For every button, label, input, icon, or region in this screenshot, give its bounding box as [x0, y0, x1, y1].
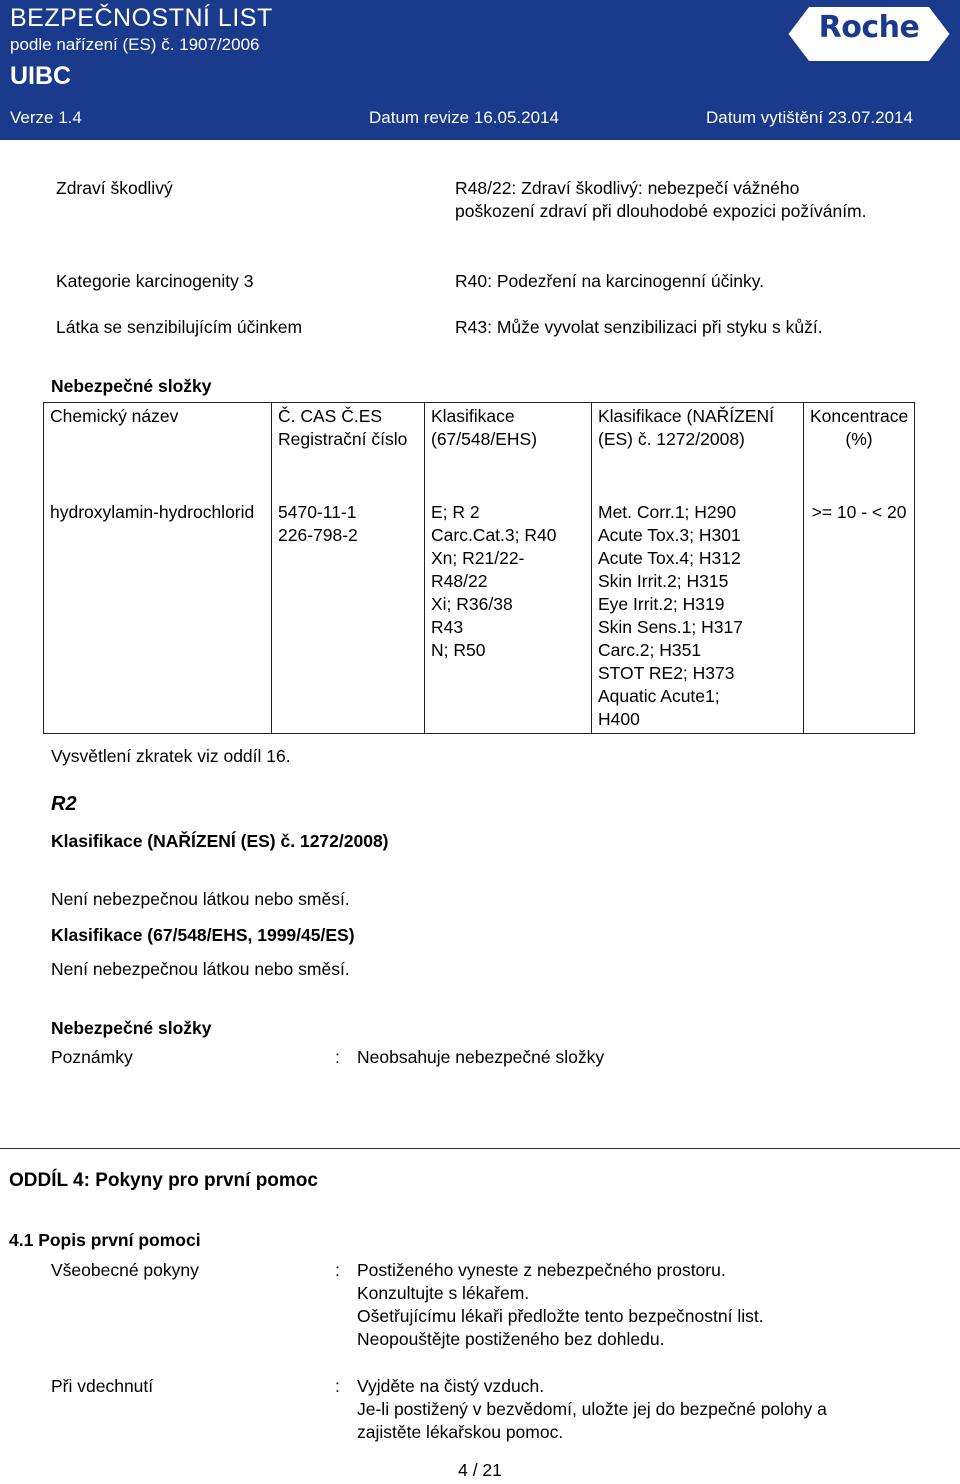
class-eu-line: Xi; R36/38: [431, 594, 513, 614]
hazard-text-1: R48/22: Zdraví škodlivý: nebezpečí vážného poškození zdraví při dlouhodobé expozici požíváním.: [455, 178, 867, 221]
document-title: BEZPEČNOSTNÍ LIST: [10, 4, 273, 32]
class-clp-line: Aquatic Acute1;: [598, 686, 720, 706]
r2-clp-text: Není nebezpečnou látkou nebo směsí.: [51, 889, 350, 909]
components-table: [43, 402, 915, 734]
section4-subtitle: 4.1 Popis první pomoci: [9, 1230, 201, 1250]
general-instructions: [357, 1259, 764, 1351]
hazard-label-1: Zdraví škodlivý: [56, 178, 173, 198]
page-number: 4 / 21: [458, 1460, 502, 1480]
class-clp-cell: [592, 499, 804, 734]
class-clp-line: STOT RE2; H373: [598, 663, 735, 683]
class-eu-line: R43: [431, 617, 464, 637]
inhalation-instructions: [357, 1375, 827, 1444]
hazard-text-3: R43: Může vyvolat senzibilizaci při styku s kůží.: [455, 317, 823, 337]
document-header: [0, 0, 960, 140]
notes-colon: :: [335, 1047, 340, 1067]
class-eu-cell: [425, 499, 592, 734]
instruction-line: Neopouštějte postiženého bez dohledu.: [357, 1329, 665, 1349]
instruction-line: Postiženého vyneste z nebezpečného prostoru.: [357, 1260, 726, 1280]
class-clp-line: Met. Corr.1; H290: [598, 502, 737, 522]
r2-label: R2: [51, 793, 77, 815]
class-eu-line: Carc.Cat.3; R40: [431, 525, 557, 545]
class-clp-line: Eye Irrit.2; H319: [598, 594, 725, 614]
hazard-text-2: R40: Podezření na karcinogenní účinky.: [455, 271, 765, 291]
class-eu-line: N; R50: [431, 640, 486, 660]
regulation-subtitle: podle nařízení (ES) č. 1907/2006: [10, 35, 260, 54]
class-clp-line: Skin Irrit.2; H315: [598, 571, 729, 591]
revision-date: Datum revize 16.05.2014: [369, 108, 559, 127]
class-clp-line: H400: [598, 709, 640, 729]
header-concentration: Koncentrace (%): [804, 403, 915, 500]
inhalation-colon: :: [335, 1376, 340, 1396]
concentration: >= 10 - < 20: [804, 499, 915, 734]
instruction-line: Ošetřujícímu lékaři předložte tento bezpečnostní list.: [357, 1306, 764, 1326]
logo-text: Roche: [818, 10, 920, 45]
section-divider: [0, 1148, 960, 1149]
print-date: Datum vytištění 23.07.2014: [706, 108, 913, 127]
instruction-line: Je-li postižený v bezvědomí, uložte jej do bezpečné polohy a: [357, 1399, 827, 1419]
header-cas: Č. CAS Č.ES Registrační číslo: [272, 403, 425, 500]
instruction-line: Vyjděte na čistý vzduch.: [357, 1376, 545, 1396]
components-heading: Nebezpečné složky: [51, 376, 212, 396]
instruction-line: Konzultujte s lékařem.: [357, 1283, 530, 1303]
class-clp-line: Acute Tox.3; H301: [598, 525, 741, 545]
cas-number: 5470-11-1: [278, 502, 357, 522]
class-eu-line: Xn; R21/22-: [431, 548, 525, 568]
es-number: 226-798-2: [278, 525, 358, 545]
general-colon: :: [335, 1260, 340, 1280]
r2-clp-heading: Klasifikace (NAŘÍZENÍ (ES) č. 1272/2008): [51, 831, 389, 851]
cas-number-cell: [272, 499, 425, 734]
abbreviation-note: Vysvětlení zkratek viz oddíl 16.: [51, 746, 291, 766]
class-eu-line: R48/22: [431, 571, 488, 591]
r2-eu-text: Není nebezpečnou látkou nebo směsí.: [51, 959, 350, 979]
header-class-eu: Klasifikace (67/548/EHS): [425, 403, 592, 500]
class-clp-line: Carc.2; H351: [598, 640, 702, 660]
header-chemical-name: Chemický název: [44, 403, 272, 500]
hazard-label-2: Kategorie karcinogenity 3: [56, 271, 254, 291]
r2-eu-heading: Klasifikace (67/548/EHS, 1999/45/ES): [51, 925, 355, 945]
product-name: UIBC: [10, 62, 72, 90]
class-clp-line: Acute Tox.4; H312: [598, 548, 741, 568]
inhalation-label: Při vdechnutí: [51, 1376, 154, 1396]
version-label: Verze 1.4: [10, 108, 82, 127]
table-header-row: [44, 403, 915, 500]
r2-components-heading: Nebezpečné složky: [51, 1018, 212, 1038]
class-eu-line: E; R 2: [431, 502, 480, 522]
class-clp-line: Skin Sens.1; H317: [598, 617, 743, 637]
notes-label: Poznámky: [51, 1047, 133, 1067]
section4-title: ODDÍL 4: Pokyny pro první pomoc: [9, 1170, 318, 1191]
notes-value: Neobsahuje nebezpečné složky: [357, 1047, 605, 1067]
general-label: Všeobecné pokyny: [51, 1260, 199, 1280]
table-row: [44, 499, 915, 734]
hazard-label-3: Látka se senzibilujícím účinkem: [56, 317, 303, 337]
chemical-name: hydroxylamin-hydrochlorid: [44, 499, 272, 734]
instruction-line: zajistěte lékařskou pomoc.: [357, 1422, 564, 1442]
header-class-clp: Klasifikace (NAŘÍZENÍ (ES) č. 1272/2008): [592, 403, 804, 500]
